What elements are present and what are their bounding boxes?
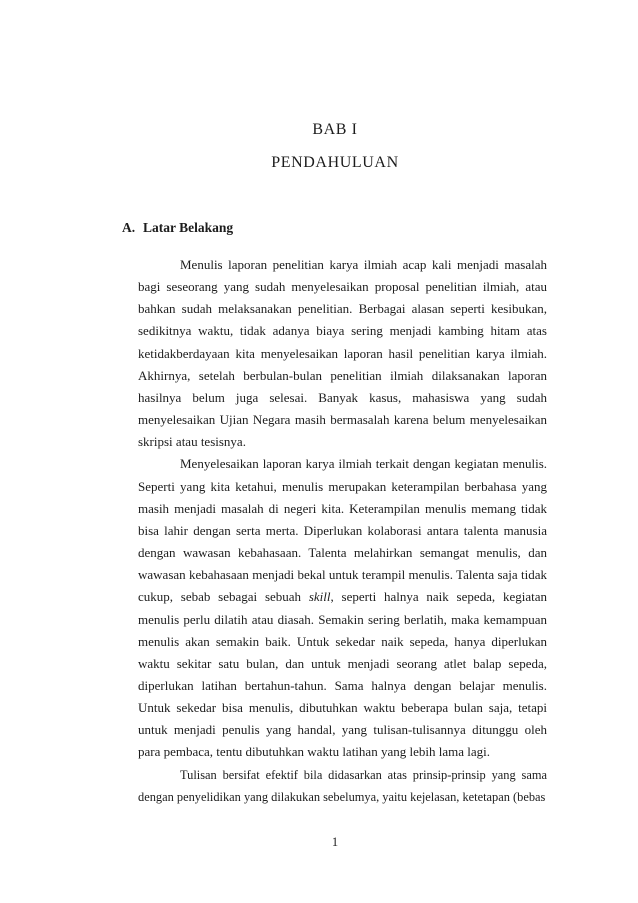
paragraph bbox=[138, 453, 547, 763]
section-heading bbox=[122, 220, 548, 236]
italic-run: skill bbox=[308, 589, 331, 605]
page-number: 1 bbox=[331, 835, 339, 849]
text-run: Menyelesaikan laporan karya ilmiah terkait dengan kegiatan menulis. Seperti yang kita ketahui, menulis merupakan keterampilan berbahasa yang masih menjadi masalah di negeri kita. Keterampilan menulis memang tidak bisa lahir dengan serta merta. Diperlukan kolaborasi antara talenta manusia dengan wawasan kebahasaan. Talenta melahirkan semangat menulis, dan wawasan kebahasaan menjadi bekal untuk terampil menulis. Talenta saja tidak cukup, sebab sebagai sebuah bbox=[138, 456, 547, 605]
document-body bbox=[122, 220, 548, 808]
text-run: Tulisan bersifat efektif bila didasarkan atas prinsip-prinsip yang sama dengan penyelidikan yang dilakukan sebelumya, yaitu kejelasan, ketetapan (bebas bbox=[138, 767, 547, 804]
chapter-subtitle: PENDAHULUAN bbox=[271, 154, 399, 171]
chapter-title: BAB I bbox=[312, 121, 358, 138]
paragraph bbox=[138, 254, 547, 453]
text-run: , seperti halnya naik sepeda, kegiatan menulis perlu dilatih atau diasah. Semakin sering berlatih, maka kemampuan menulis akan semakin baik. Untuk sekedar naik sepeda, hanya diperlukan waktu sekitar satu bulan, dan untuk menjadi seorang atlet balap sepeda, diperlukan latihan bertahun-tahun. Sama halnya dengan belajar menulis. Untuk sekedar bisa menulis, dibutuhkan waktu beberapa bulan saja, tetapi untuk menjadi penulis yang handal, yang tulisan-tulisannya ditunggu oleh para pembaca, tentu dibutuhkan waktu latihan yang lebih lama lagi. bbox=[138, 589, 547, 760]
section-title: Latar Belakang bbox=[143, 220, 234, 235]
paragraphs bbox=[122, 254, 548, 808]
section-label: A. bbox=[122, 220, 136, 235]
paragraph bbox=[138, 764, 547, 808]
text-run: Menulis laporan penelitian karya ilmiah acap kali menjadi masalah bagi seseorang yang sudah menyelesaikan proposal penelitian ilmiah, atau bahkan sudah melaksanakan penelitian. Berbagai alasan seperti kesibukan, sedikitnya waktu, tidak adanya biaya sering menjadi kambing hitam atas ketidakberdayaan kita menyelesaikan laporan hasil penelitian karya ilmiah. Akhirnya, setelah berbulan-bulan penelitian ilmiah dilaksanakan laporan hasilnya belum juga selesai. Banyak kasus, mahasiswa yang sudah menyelesaikan Ujian Negara masih bermasalah karena belum menyelesaikan skripsi atau tesisnya. bbox=[138, 257, 547, 450]
chapter-titles bbox=[122, 121, 548, 172]
